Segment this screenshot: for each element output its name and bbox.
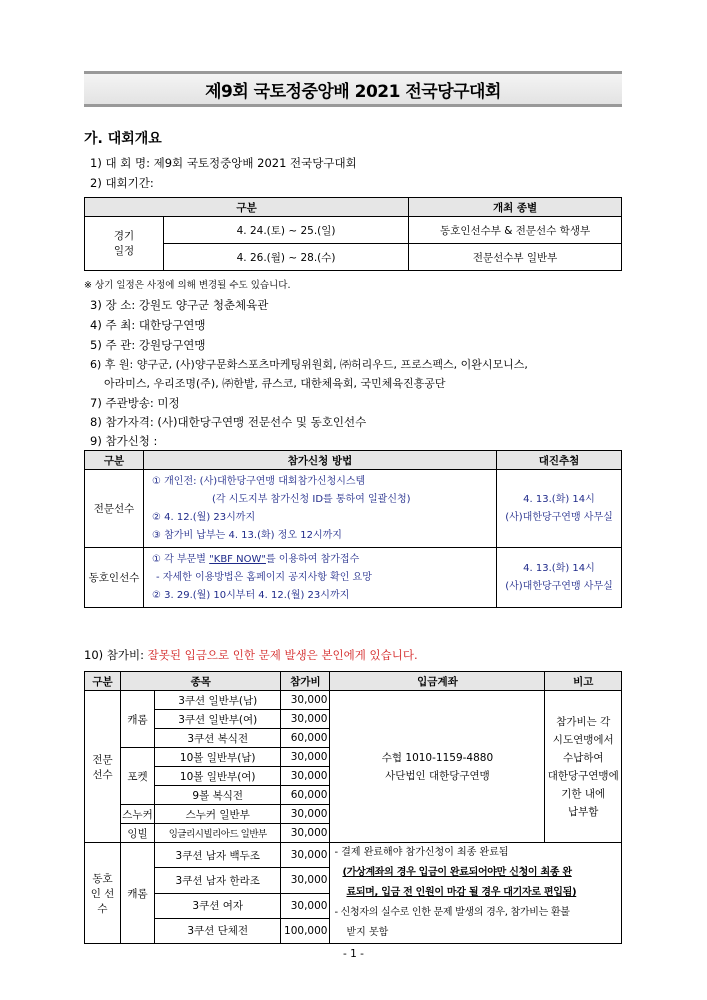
fee-header-fee: 참가비 bbox=[281, 672, 330, 691]
fee-amateur-note: - 신청자의 실수로 인한 문제 발생의 경우, 참가비는 환불 bbox=[334, 907, 570, 918]
fee-header-division: 구분 bbox=[85, 672, 121, 691]
fee-amount: 30,000 bbox=[281, 868, 330, 893]
fee-amount: 30,000 bbox=[281, 710, 330, 729]
fee-amateur-label bbox=[85, 843, 121, 944]
apply-amateur-line: ② 3. 29.(월) 10시부터 4. 12.(월) 23시까지 bbox=[152, 589, 350, 601]
schedule-event: 동호인선수부 & 전문선수 학생부 bbox=[409, 217, 622, 244]
fee-event: 10볼 일반부(여) bbox=[155, 767, 281, 786]
fee-event: 3쿠션 일반부(여) bbox=[155, 710, 281, 729]
apply-header-method: 참가신청 방법 bbox=[144, 451, 497, 470]
fee-event: 잉글리시빌리아드 일반부 bbox=[155, 824, 281, 843]
fee-table bbox=[84, 671, 622, 944]
fee-account-number: 수협 1010-1159-4880 bbox=[381, 751, 494, 764]
fee-warning: 잘못된 입금으로 인한 문제 발생은 본인에게 있습니다. bbox=[147, 648, 418, 662]
fee-event: 3쿠션 남자 한라조 bbox=[155, 868, 281, 893]
schedule-table bbox=[84, 197, 622, 271]
section-heading: 가. 대회개요 bbox=[84, 131, 162, 147]
apply-pro-draw-place: (사)대한당구연맹 사무실 bbox=[505, 511, 613, 523]
fee-remark-line: 납부함 bbox=[568, 805, 599, 818]
apply-pro-line: (각 시도지부 참가신청 ID를 통하여 일괄신청) bbox=[212, 493, 411, 505]
fee-amount: 30,000 bbox=[281, 893, 330, 918]
fee-amateur-note: 받지 못함 bbox=[346, 927, 389, 938]
schedule-date: 4. 24.(토) ~ 25.(일) bbox=[164, 217, 409, 244]
schedule-header-division: 구분 bbox=[85, 198, 409, 217]
fee-english-billiards-label: 잉빌 bbox=[121, 824, 155, 843]
schedule-row-label bbox=[85, 217, 164, 271]
fee-amount: 60,000 bbox=[281, 786, 330, 805]
apply-pro-line: ② 4. 12.(월) 23시까지 bbox=[152, 511, 256, 523]
document-title: 제9회 국토정중앙배 2021 전국당구대회 bbox=[205, 81, 501, 102]
fee-remark bbox=[545, 691, 622, 843]
fee-amateur-label-text: 동호인 선수 bbox=[90, 872, 115, 915]
apply-amateur-method bbox=[144, 548, 497, 608]
fee-amount: 100,000 bbox=[281, 918, 330, 943]
fee-amateur-note: - 결제 완료해야 참가신청이 최종 완료됨 bbox=[334, 847, 509, 858]
item-application: 9) 참가신청 : bbox=[90, 434, 158, 448]
item-venue: 3) 장 소: 강원도 양구군 청춘체육관 bbox=[90, 298, 269, 312]
schedule-date: 4. 26.(월) ~ 28.(수) bbox=[164, 244, 409, 271]
fee-event: 3쿠션 복식전 bbox=[155, 729, 281, 748]
apply-pro-line: ③ 참가비 납부는 4. 13.(화) 정오 12시까지 bbox=[152, 529, 342, 541]
apply-header-draw: 대진추첨 bbox=[497, 451, 622, 470]
item-organizer: 5) 주 관: 강원당구연맹 bbox=[90, 338, 206, 352]
fee-prefix: 10) 참가비: bbox=[84, 648, 144, 662]
fee-event: 10볼 일반부(남) bbox=[155, 748, 281, 767]
fee-event: 3쿠션 단체전 bbox=[155, 918, 281, 943]
fee-event: 9볼 복식전 bbox=[155, 786, 281, 805]
fee-remark-line: 참가비는 각 bbox=[556, 715, 611, 728]
item-broadcast: 7) 주관방송: 미정 bbox=[90, 396, 180, 410]
application-table bbox=[84, 450, 622, 608]
fee-account bbox=[330, 691, 545, 843]
apply-amateur-draw-time: 4. 13.(화) 14시 bbox=[523, 562, 595, 574]
fee-carom-label: 캐롬 bbox=[121, 691, 155, 748]
item-sponsors-cont: 아라미스, 우리조명(주), ㈜한밭, 큐스코, 대한체육회, 국민체육진흥공단 bbox=[104, 377, 446, 390]
fee-amount: 30,000 bbox=[281, 748, 330, 767]
fee-event: 3쿠션 일반부(남) bbox=[155, 691, 281, 710]
schedule-event: 전문선수부 일반부 bbox=[409, 244, 622, 271]
apply-amateur-line bbox=[152, 551, 496, 569]
fee-pocket-label: 포켓 bbox=[121, 748, 155, 805]
fee-remark-line: 기한 내에 bbox=[561, 787, 606, 800]
apply-amateur-line-post: 를 이용하여 참가접수 bbox=[265, 553, 360, 565]
apply-pro-draw bbox=[497, 470, 622, 548]
fee-header-event: 종목 bbox=[121, 672, 281, 691]
fee-amateur-note: (가상계좌의 경우 입금이 완료되어야만 신청이 최종 완 bbox=[342, 867, 572, 878]
apply-pro-draw-time: 4. 13.(화) 14시 bbox=[523, 493, 595, 505]
fee-heading bbox=[84, 647, 418, 663]
apply-amateur-draw bbox=[497, 548, 622, 608]
item-event-name: 1) 대 회 명: 제9회 국토정중앙배 2021 전국당구대회 bbox=[90, 156, 357, 170]
item-eligibility: 8) 참가자격: (사)대한당구연맹 전문선수 및 동호인선수 bbox=[90, 415, 367, 429]
item-event-period: 2) 대회기간: bbox=[90, 176, 154, 190]
document-title-banner bbox=[84, 71, 622, 107]
fee-amount: 30,000 bbox=[281, 805, 330, 824]
fee-amount: 30,000 bbox=[281, 691, 330, 710]
apply-amateur-label: 동호인선수 bbox=[85, 548, 144, 608]
fee-event: 3쿠션 여자 bbox=[155, 893, 281, 918]
fee-amount: 30,000 bbox=[281, 767, 330, 786]
fee-amount: 30,000 bbox=[281, 843, 330, 868]
fee-remark-line: 시도연맹에서 bbox=[552, 733, 614, 746]
item-sponsors: 6) 후 원: 양구군, (사)양구문화스포츠마케팅위원회, ㈜허리우드, 프로스펙스, 이완시모니스, bbox=[90, 358, 528, 371]
fee-amateur-note: 료되며, 입금 전 인원이 마감 될 경우 대기자로 편입됨) bbox=[346, 887, 577, 898]
fee-amount: 30,000 bbox=[281, 824, 330, 843]
fee-event: 3쿠션 남자 백두조 bbox=[155, 843, 281, 868]
apply-pro-method bbox=[144, 470, 497, 548]
apply-amateur-line: - 자세한 이용방법은 홈페이지 공지사항 확인 요망 bbox=[156, 571, 372, 583]
fee-remark-line: 수납하여 bbox=[562, 751, 604, 764]
apply-amateur-draw-place: (사)대한당구연맹 사무실 bbox=[505, 580, 613, 592]
kbf-now-link[interactable]: "KBF NOW" bbox=[209, 553, 266, 565]
page-number: - 1 - bbox=[343, 948, 364, 960]
fee-pro-label bbox=[85, 691, 121, 843]
fee-pro-label-text: 전문 선수 bbox=[92, 753, 113, 781]
fee-remark-line: 대한당구연맹에 bbox=[547, 769, 619, 782]
schedule-note: ※ 상기 일정은 사정에 의해 변경될 수도 있습니다. bbox=[84, 280, 291, 291]
fee-header-remark: 비고 bbox=[545, 672, 622, 691]
schedule-row-label-text: 경기 일정 bbox=[113, 229, 135, 257]
fee-account-holder: 사단법인 대한당구연맹 bbox=[385, 769, 490, 782]
schedule-header-event: 개최 종별 bbox=[409, 198, 622, 217]
apply-pro-label: 전문선수 bbox=[85, 470, 144, 548]
fee-amateur-notes bbox=[330, 843, 622, 944]
item-host: 4) 주 최: 대한당구연맹 bbox=[90, 318, 206, 332]
apply-pro-line: ① 개인전: (사)대한당구연맹 대회참가신청시스템 bbox=[152, 475, 366, 487]
fee-event: 스누커 일반부 bbox=[155, 805, 281, 824]
fee-snooker-label: 스누커 bbox=[121, 805, 155, 824]
apply-amateur-line-pre: ① 각 부문별 bbox=[152, 553, 210, 565]
fee-amateur-carom-label: 캐롬 bbox=[121, 843, 155, 944]
fee-amount: 60,000 bbox=[281, 729, 330, 748]
fee-header-account: 입금계좌 bbox=[330, 672, 545, 691]
apply-header-division: 구분 bbox=[85, 451, 144, 470]
